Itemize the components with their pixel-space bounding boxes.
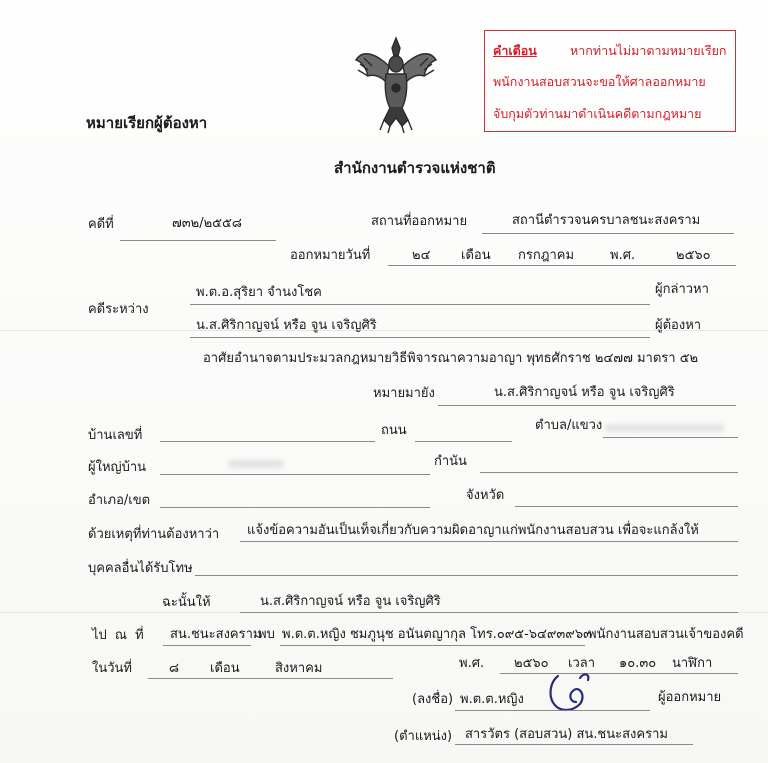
village-head-label: ผู้ใหญ่บ้าน bbox=[88, 460, 147, 475]
appointment-month-label: เดือน bbox=[210, 661, 240, 676]
accused-role: ผู้ต้องหา bbox=[655, 318, 702, 333]
accuser-name: พ.ต.อ.สุริยา จำนงโชค bbox=[196, 285, 322, 300]
document-title: หมายเรียกผู้ต้องหา bbox=[86, 114, 208, 132]
appointment-year-label: พ.ศ. bbox=[459, 656, 485, 671]
appointment-time-underline bbox=[500, 673, 738, 674]
appointment-time: ๑๐.๓๐ bbox=[619, 656, 657, 671]
issue-month: กรกฎาคม bbox=[518, 248, 575, 263]
warning-line-1: หากท่านไม่มาตามหมายเรียก bbox=[570, 43, 727, 58]
position-value: สารวัตร (สอบสวน) สน.ชนะสงคราม bbox=[465, 727, 668, 742]
issue-year-label: พ.ศ. bbox=[610, 248, 636, 263]
village-head-underline bbox=[160, 474, 430, 475]
case-underline bbox=[120, 240, 276, 241]
district-label: อำเภอ/เขต bbox=[88, 493, 151, 508]
position-underline bbox=[455, 744, 693, 745]
fold-line bbox=[0, 330, 768, 331]
officer-role: พนักงานสอบสวนเจ้าของคดี bbox=[588, 627, 744, 642]
position-label: (ตำแหน่ง) bbox=[394, 729, 453, 744]
officer-underline bbox=[280, 645, 585, 646]
province-underline bbox=[515, 506, 738, 507]
accuser-underline bbox=[190, 304, 650, 305]
reason-underline-1 bbox=[240, 541, 738, 542]
order-label: ฉะนั้นให้ bbox=[162, 595, 211, 610]
house-number-underline bbox=[160, 441, 375, 442]
go-to-label: ไป ณ ที่ bbox=[92, 628, 144, 643]
warning-line-2: พนักงานสอบสวนจะขอให้ศาลออกหมาย bbox=[493, 74, 706, 89]
issue-place-underline bbox=[482, 233, 734, 234]
appointment-month: สิงหาคม bbox=[275, 661, 323, 676]
order-underline bbox=[240, 612, 738, 613]
signature-role: ผู้ออกหมาย bbox=[658, 690, 722, 705]
accuser-role: ผู้กล่าวหา bbox=[655, 282, 709, 297]
summons-to-label: หมายมายัง bbox=[373, 386, 435, 401]
go-to-place: สน.ชนะสงคราม bbox=[170, 627, 262, 642]
summons-to-underline bbox=[438, 405, 736, 406]
appointment-underline bbox=[148, 678, 393, 679]
issue-year: ๒๕๖๐ bbox=[676, 248, 711, 263]
issue-date-label: ออกหมายวันที่ bbox=[290, 248, 371, 263]
signature-name: พ.ต.ต.หญิง bbox=[460, 692, 524, 707]
road-underline bbox=[415, 441, 512, 442]
warning-line-3: จับกุมตัวท่านมาดำเนินคดีตามกฎหมาย bbox=[493, 106, 702, 121]
garuda-emblem bbox=[354, 34, 438, 134]
go-to-place-underline bbox=[163, 645, 251, 646]
redacted-subdistrict bbox=[605, 424, 725, 432]
issue-place: สถานีตำรวจนครบาลชนะสงคราม bbox=[512, 213, 701, 228]
case-number: ๗๓๒/๒๕๕๘ bbox=[172, 216, 242, 231]
case-label: คดีที่ bbox=[88, 217, 114, 232]
reason-text-1: แจ้งข้อความอันเป็นเท็จเกี่ยวกับความผิดอาญาแก่พนักงานสอบสวน เพื่อจะแกล้งให้ bbox=[247, 523, 699, 538]
signature-underline bbox=[455, 710, 650, 711]
accused-underline bbox=[190, 337, 650, 338]
subdistrict-label: ตำบล/แขวง bbox=[535, 418, 603, 433]
issue-month-label: เดือน bbox=[461, 248, 491, 263]
reason-text-2: บุคคลอื่นได้รับโทษ bbox=[88, 561, 193, 576]
redacted-village-head bbox=[228, 460, 284, 468]
parties-label: คดีระหว่าง bbox=[88, 302, 149, 317]
order-name: น.ส.ศิริกาญจน์ หรือ จูน เจริญศิริ bbox=[260, 594, 441, 609]
issue-date-underline bbox=[388, 265, 736, 266]
agency-name: สำนักงานตำรวจแห่งชาติ bbox=[334, 159, 496, 177]
appointment-time-label: เวลา bbox=[568, 656, 596, 671]
warning-box bbox=[484, 30, 736, 132]
warning-label: คำเตือน bbox=[493, 43, 537, 58]
issue-day: ๒๔ bbox=[412, 248, 431, 263]
meet-label: พบ bbox=[258, 627, 275, 642]
accused-name: น.ส.ศิริกาญจน์ หรือ จูน เจริญศิริ bbox=[196, 318, 377, 333]
province-label: จังหวัด bbox=[466, 488, 505, 503]
summons-to-name: น.ส.ศิริกาญจน์ หรือ จูน เจริญศิริ bbox=[494, 385, 675, 400]
appointment-day: ๘ bbox=[169, 661, 180, 676]
district-underline bbox=[160, 507, 430, 508]
appointment-time-unit: นาฬิกา bbox=[672, 656, 713, 671]
legal-authority: อาศัยอำนาจตามประมวลกฎหมายวิธีพิจารณาความอาญา พุทธศักราช ๒๔๗๗ มาตรา ๕๒ bbox=[203, 351, 699, 366]
appointment-day-label: ในวันที่ bbox=[92, 661, 132, 676]
kamnan-underline bbox=[480, 472, 738, 473]
signature-label: (ลงชื่อ) bbox=[412, 692, 454, 707]
reason-label: ด้วยเหตุที่ท่านต้องหาว่า bbox=[88, 527, 220, 542]
issue-place-label: สถานที่ออกหมาย bbox=[371, 214, 468, 229]
subdistrict-underline bbox=[603, 437, 738, 438]
reason-underline-2 bbox=[195, 575, 738, 576]
house-number-label: บ้านเลขที่ bbox=[88, 428, 143, 443]
kamnan-label: กำนัน bbox=[434, 454, 467, 469]
officer-name: พ.ต.ต.หญิง ชมภูนุช อนันตญากุล โทร.๐๙๕-๖๔๙๓๙๖๓ bbox=[282, 627, 592, 642]
road-label: ถนน bbox=[381, 423, 407, 438]
appointment-year: ๒๕๖๐ bbox=[514, 656, 549, 671]
